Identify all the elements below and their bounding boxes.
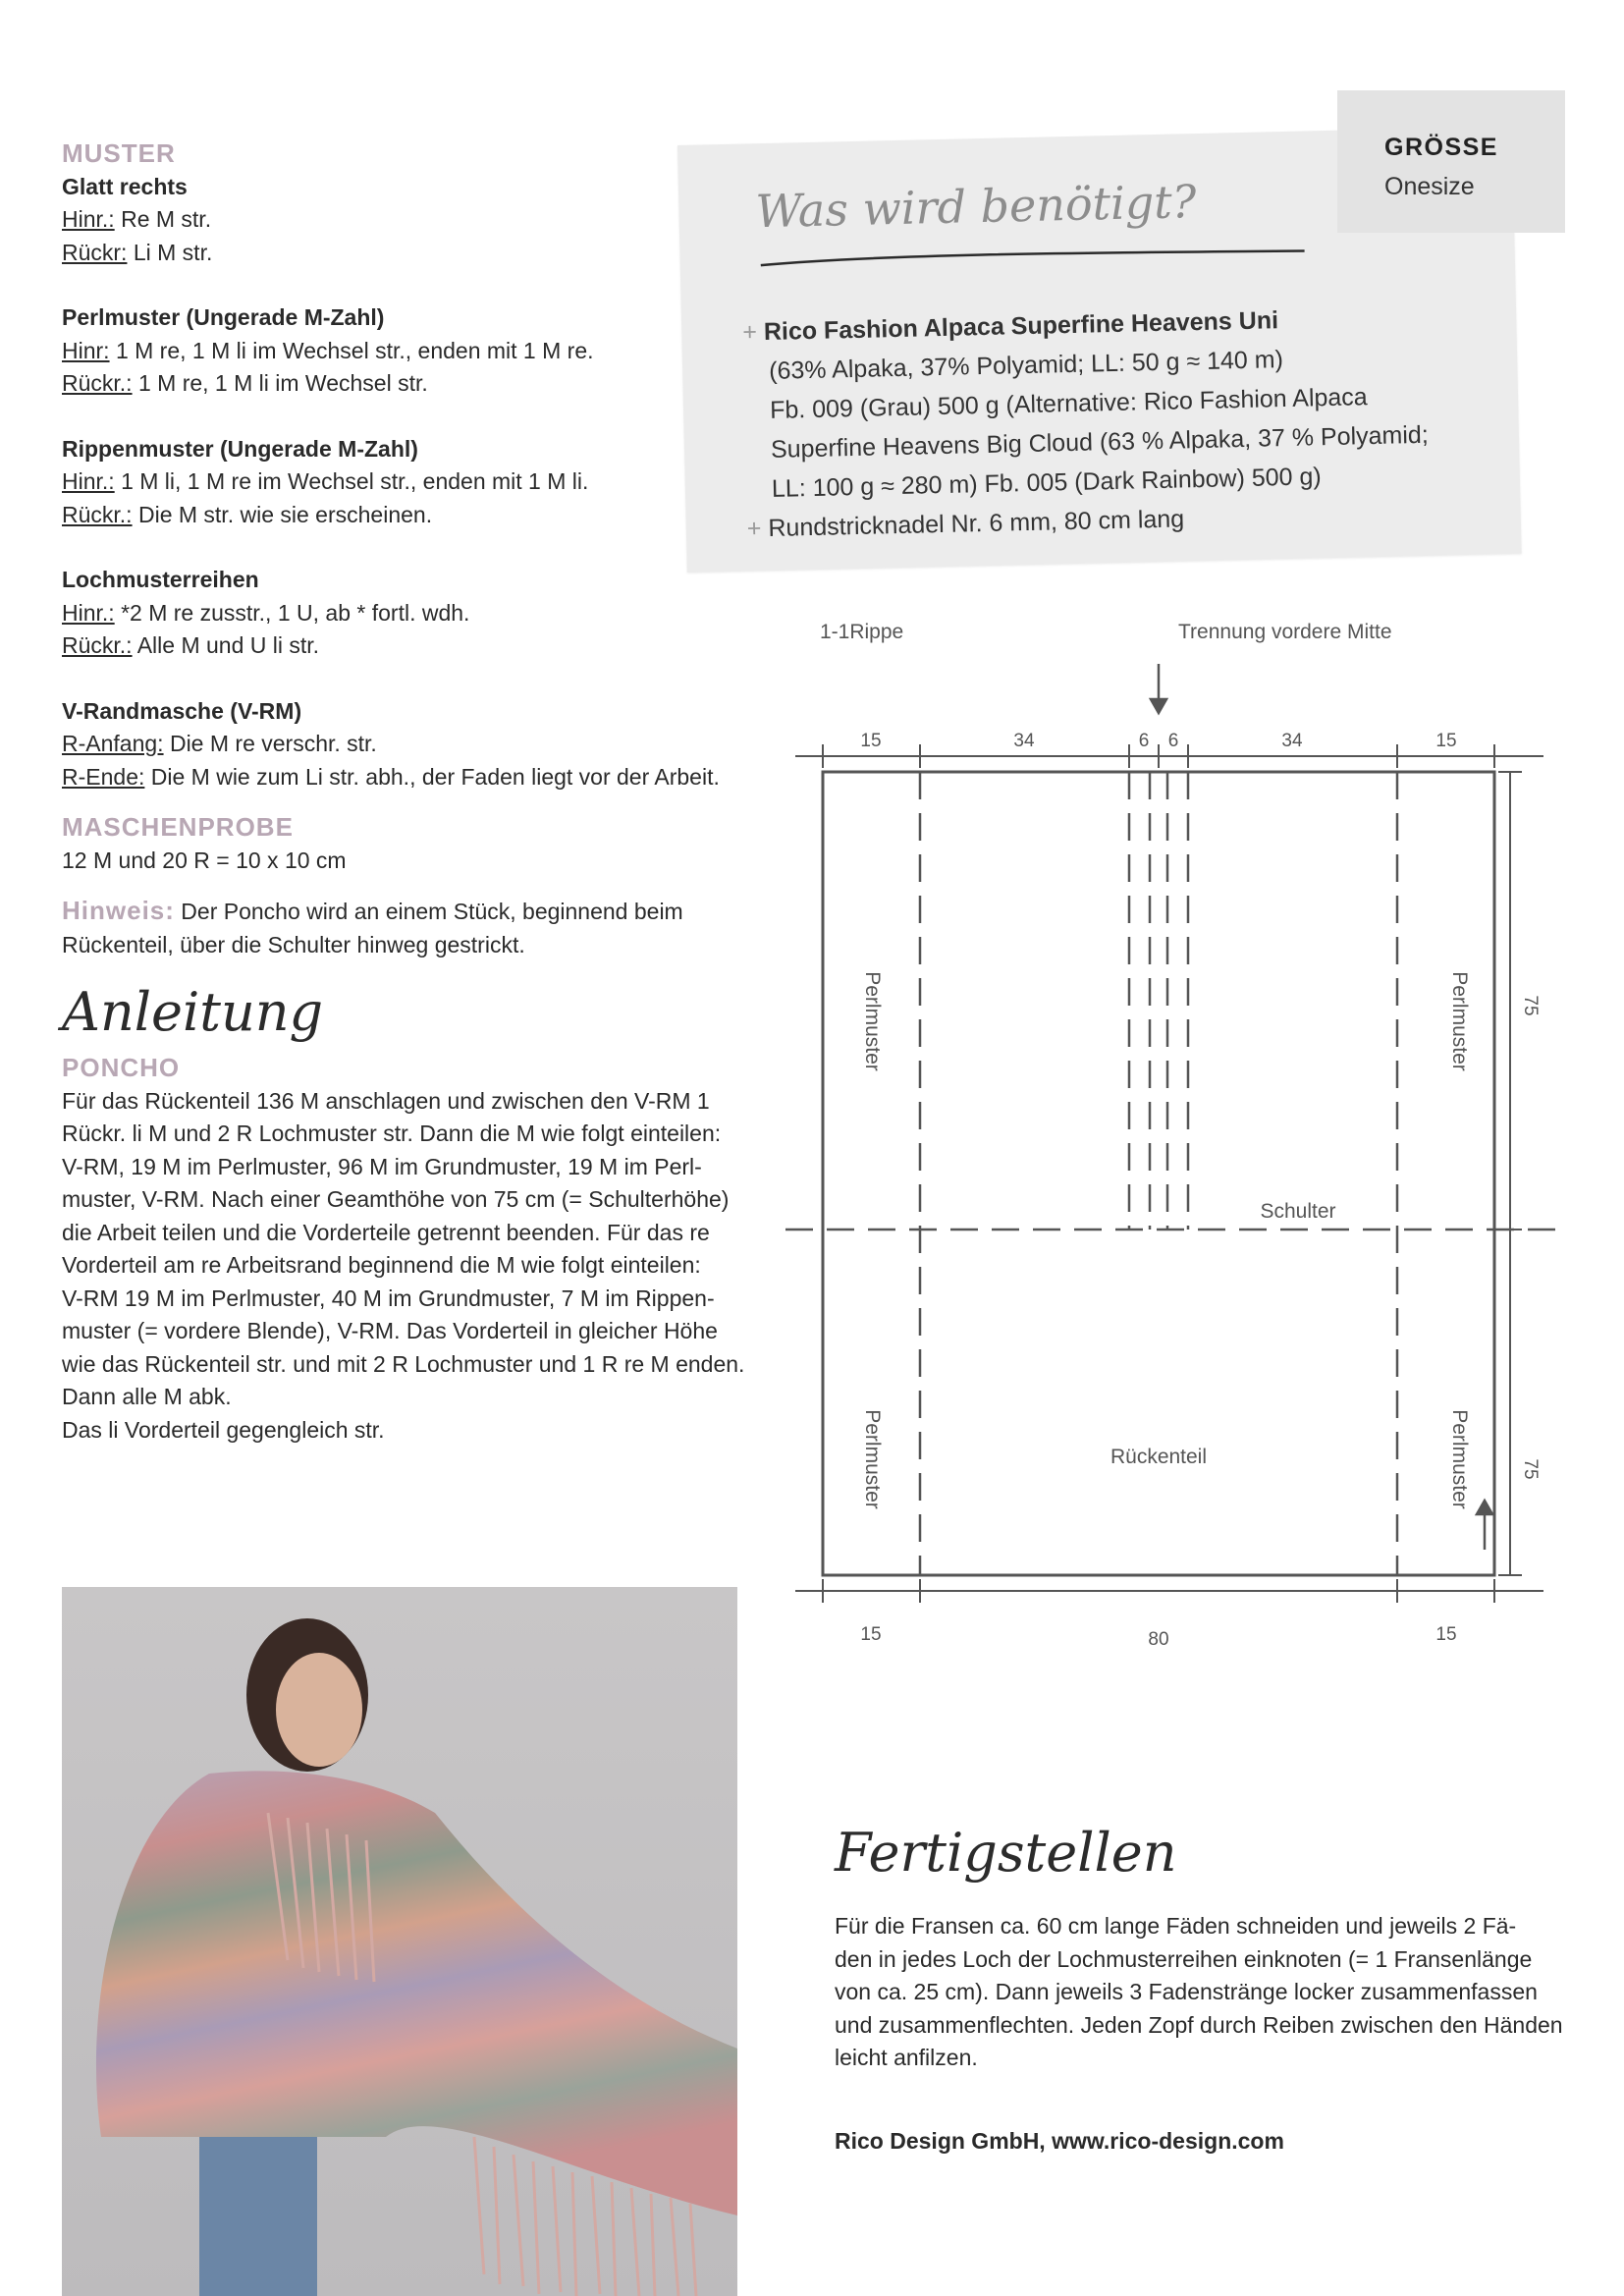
measure-top: 6 <box>1167 731 1179 751</box>
measure-top: 34 <box>1281 731 1303 751</box>
measure-top: 15 <box>860 731 882 751</box>
anleitung-line: Für das Rückenteil 136 M anschlagen und zwischen den V-RM 1 <box>62 1087 710 1114</box>
label-schulter: Schulter <box>1260 1200 1336 1223</box>
material-list <box>742 298 1431 549</box>
rippen-title: Rippenmuster (Ungerade M-Zahl) <box>62 435 418 462</box>
credit: Rico Design GmbH, www.rico-design.com <box>835 2128 1284 2154</box>
maschenprobe-text: 12 M und 20 R = 10 x 10 cm <box>62 847 347 873</box>
loch-rueckr: Rückr.: Alle M und U li str. <box>62 632 320 658</box>
material-line: (63% Alpaka, 37% Polyamid; LL: 50 g ≈ 140 m) <box>768 346 1284 385</box>
anleitung-line: Vorderteil am re Arbeitsrand beginnend die M wie folgt einteilen: <box>62 1252 701 1278</box>
groesse-value: Onesize <box>1384 173 1475 200</box>
glatt-hinr: Hinr.: Re M str. <box>62 206 212 232</box>
anleitung-line: wie das Rückenteil str. und mit 2 R Lochmuster und 1 R re M enden. <box>62 1350 745 1377</box>
anleitung-line: V-RM 19 M im Perlmuster, 40 M im Grundmuster, 7 M im Rippen- <box>62 1285 715 1311</box>
material-line: LL: 100 g ≈ 280 m) Fb. 005 (Dark Rainbow) 500 g) <box>771 463 1322 503</box>
perl-title: Perlmuster (Ungerade M-Zahl) <box>62 304 385 330</box>
perl-rueckr: Rückr.: 1 M re, 1 M li im Wechsel str. <box>62 370 428 396</box>
poncho-illustration <box>62 1587 737 2296</box>
measure-bottom: 15 <box>860 1624 882 1645</box>
glatt-title: Glatt rechts <box>62 173 188 199</box>
groesse-heading: GRÖSSE <box>1384 134 1498 161</box>
label-trennung: Trennung vordere Mitte <box>1178 621 1392 643</box>
anleitung-line: die Arbeit teilen und die Vorderteile getrennt beenden. Für das re <box>62 1219 710 1245</box>
anleitung-line: muster, V-RM. Nach einer Geamthöhe von 75 cm (= Schulterhöhe) <box>62 1186 730 1212</box>
bullet: + <box>746 515 762 543</box>
measure-top: 34 <box>1013 731 1035 751</box>
loch-hinr: Hinr.: *2 M re zusstr., 1 U, ab * fortl. wdh. <box>62 599 470 626</box>
material-item-2-text: Rundstricknadel Nr. 6 mm, 80 cm lang <box>768 505 1185 542</box>
vrm-ende: R-Ende: Die M wie zum Li str. abh., der Faden liegt vor der Arbeit. <box>62 763 720 790</box>
material-line: Superfine Heavens Big Cloud (63 % Alpaka, 37 % Polyamid; <box>770 420 1430 464</box>
measure-bottom: 15 <box>1435 1624 1457 1645</box>
fertig-line: den in jedes Loch der Lochmusterreihen einknoten (= 1 Fransenlänge <box>835 1945 1533 1972</box>
fertig-script-title: Fertigstellen <box>835 1822 1177 1884</box>
fertig-line: leicht anfilzen. <box>835 2045 978 2070</box>
vrm-title: V-Randmasche (V-RM) <box>62 697 302 724</box>
muster-heading: MUSTER <box>62 138 176 168</box>
poncho-schematic <box>766 609 1581 1758</box>
arrow-down-icon <box>1151 699 1166 713</box>
hinweis-line1: Hinweis: Der Poncho wird an einem Stück, beginnend beim <box>62 896 683 925</box>
material-line: Fb. 009 (Grau) 500 g (Alternative: Rico Fashion Alpaca <box>769 383 1368 424</box>
maschenprobe-heading: MASCHENPROBE <box>62 812 294 842</box>
poncho-heading: PONCHO <box>62 1053 181 1082</box>
label-rippe: 1-1Rippe <box>820 621 904 643</box>
fertig-line: von ca. 25 cm). Dann jeweils 3 Fadenstränge locker zusammenfassen <box>835 1979 1538 2004</box>
perl-hinr: Hinr: 1 M re, 1 M li im Wechsel str., enden mit 1 M re. <box>62 337 594 363</box>
instructions-column <box>62 137 749 1447</box>
anleitung-line: Rückr. li M und 2 R Lochmuster str. Dann die M wie folgt einteilen: <box>62 1121 722 1146</box>
label-perlmuster: Perlmuster <box>861 1409 884 1509</box>
anleitung-line: Das li Vorderteil gegengleich str. <box>62 1416 385 1443</box>
fertig-paragraph <box>835 1910 1566 2075</box>
title-underline <box>759 241 1309 273</box>
glatt-rueckr: Rückr: Li M str. <box>62 239 213 265</box>
rippen-rueckr: Rückr.: Die M str. wie sie erscheinen. <box>62 501 433 527</box>
measure-bottom: 80 <box>1148 1629 1169 1650</box>
arrow-up-icon <box>1477 1501 1492 1514</box>
anleitung-script-title: Anleitung <box>62 981 324 1043</box>
material-script-title: Was wird benötigt? <box>754 175 1197 239</box>
measure-top: 6 <box>1138 731 1150 751</box>
label-perlmuster: Perlmuster <box>861 971 884 1071</box>
label-perlmuster: Perlmuster <box>1448 1409 1471 1509</box>
label-rueckenteil: Rückenteil <box>1110 1446 1208 1468</box>
anleitung-line: Dann alle M abk. <box>62 1384 232 1409</box>
anleitung-line: V-RM, 19 M im Perlmuster, 96 M im Grundmuster, 19 M im Perl- <box>62 1153 702 1179</box>
anleitung-paragraph <box>62 1085 749 1448</box>
size-box <box>1337 90 1565 233</box>
fertig-line: und zusammenflechten. Jeden Zopf durch Reiben zwischen den Händen <box>835 2011 1563 2038</box>
bullet: + <box>742 318 758 347</box>
measure-top: 15 <box>1435 731 1457 751</box>
measure-side: 75 <box>1520 1458 1541 1480</box>
anleitung-line: muster (= vordere Blende), V-RM. Das Vorderteil in gleicher Höhe <box>62 1318 718 1343</box>
hinweis-line2: Rückenteil, über die Schulter hinweg gestrickt. <box>62 931 525 957</box>
material-item-1-title: Rico Fashion Alpaca Superfine Heavens Uni <box>763 306 1279 347</box>
vrm-anfang: R-Anfang: Die M re verschr. str. <box>62 731 377 756</box>
loch-title: Lochmusterreihen <box>62 567 259 592</box>
measure-side: 75 <box>1520 995 1541 1016</box>
rippen-hinr: Hinr.: 1 M li, 1 M re im Wechsel str., enden mit 1 M li. <box>62 468 589 494</box>
fertig-line: Für die Fransen ca. 60 cm lange Fäden schneiden und jeweils 2 Fä- <box>835 1913 1517 1939</box>
model-photo <box>62 1587 737 2296</box>
label-perlmuster: Perlmuster <box>1448 971 1471 1071</box>
